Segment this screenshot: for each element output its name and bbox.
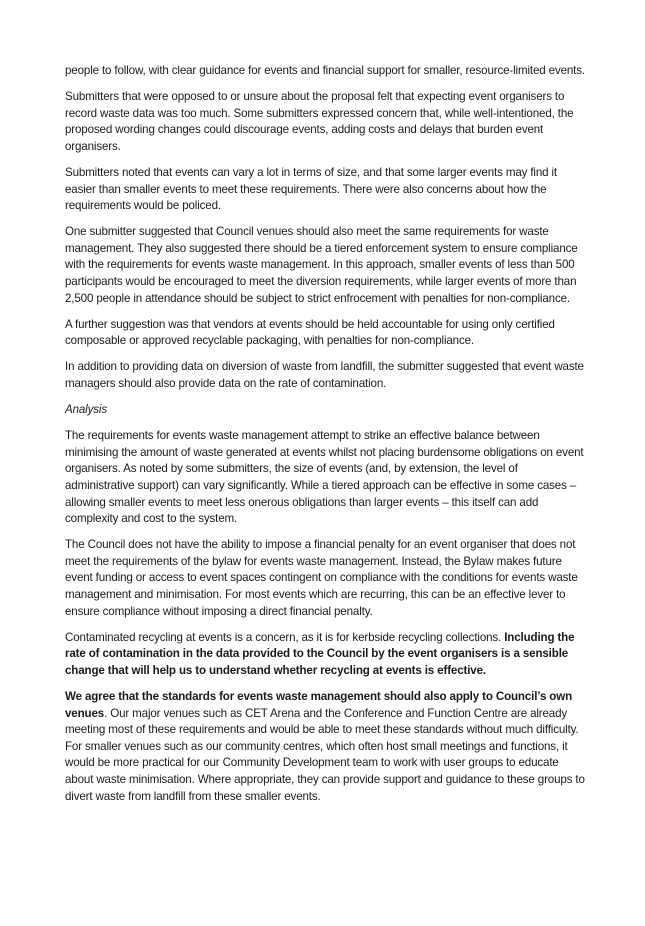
paragraph-council-venues xyxy=(65,689,585,805)
contamination-lead-text: Contaminated recycling at events is a concern, as it is for kerbside recycling collections. xyxy=(65,630,505,644)
contamination-bold-text: Including the rate of contamination in the data provided to the Council by the event organisers is a sensible change that will help us to understand whether recycling at events is effective. xyxy=(65,630,575,677)
paragraph-event-size: Submitters noted that events can vary a lot in terms of size, and that some larger events may find it easier than smaller events to meet these requirements. There were also concerns about how the requirements would be policed. xyxy=(65,165,557,213)
venues-rest-text: . Our major venues such as CET Arena and the Conference and Function Centre are already meeting most of these requirements and would be able to meet these standards without much difficulty. For smaller venues such as our community centres, which often host small meetings and functions, it would be more practical for our Community Development team to work with user groups to educate about waste minimisation. Where appropriate, they can provide support and guidance to these groups to divert waste from landfill from these smaller events. xyxy=(65,706,585,803)
paragraph-opposed-submitters: Submitters that were opposed to or unsure about the proposal felt that expecting event organisers to record waste data was too much. Some submitters expressed concern that, while well-intentioned, the proposed wording changes could discourage events, adding costs and delays that burden event organisers. xyxy=(65,90,574,153)
document-page xyxy=(65,63,585,815)
venues-bold-text: We agree that the standards for events waste management should also apply to Council’s own venues xyxy=(65,690,573,720)
paragraph-contamination-data: In addition to providing data on diversion of waste from landfill, the submitter suggested that event waste managers should also provide data on the rate of contamination. xyxy=(65,360,584,390)
paragraph-analysis-balance: The requirements for events waste management attempt to strike an effective balance between minimising the amount of waste generated at events whilst not placing burdensome obligations on event organisers. As noted by some submitters, the size of events (and, by extension, the level of administrative support) can vary significantly. While a tiered approach can be effective in some cases – allowing smaller events to meet less onerous obligations than larger events – this itself can add complexity and cost to the system. xyxy=(65,429,584,526)
paragraph-contaminated-recycling xyxy=(65,630,585,680)
paragraph-vendor-packaging: A further suggestion was that vendors at events should be held accountable for using only certified composable or approved recyclable packaging, with penalties for non-compliance. xyxy=(65,317,555,348)
analysis-heading: Analysis xyxy=(65,403,107,417)
paragraph-analysis-penalty: The Council does not have the ability to impose a financial penalty for an event organiser that does not meet the requirements of the bylaw for events waste management. Instead, the Bylaw makes future event funding or access to event spaces contingent on compliance with the conditions for events waste management and minimisation. For most events which are recurring, this can be an effective lever to ensure compliance without imposing a direct financial penalty. xyxy=(65,538,578,618)
paragraph-guidance-continued: people to follow, with clear guidance for events and financial support for smaller, resource-limited events. xyxy=(65,64,585,77)
paragraph-tiered-enforcement: One submitter suggested that Council venues should also meet the same requirements for waste management. They also suggested there should be a tiered enforcement system to ensure compliance with the requirements for events waste management. In this approach, smaller events of less than 500 participants would be encouraged to meet the diversion requirements, while larger events of more than 2,500 people in attendance should be subject to strict enfrocement with penalties for non-compliance. xyxy=(65,225,578,305)
